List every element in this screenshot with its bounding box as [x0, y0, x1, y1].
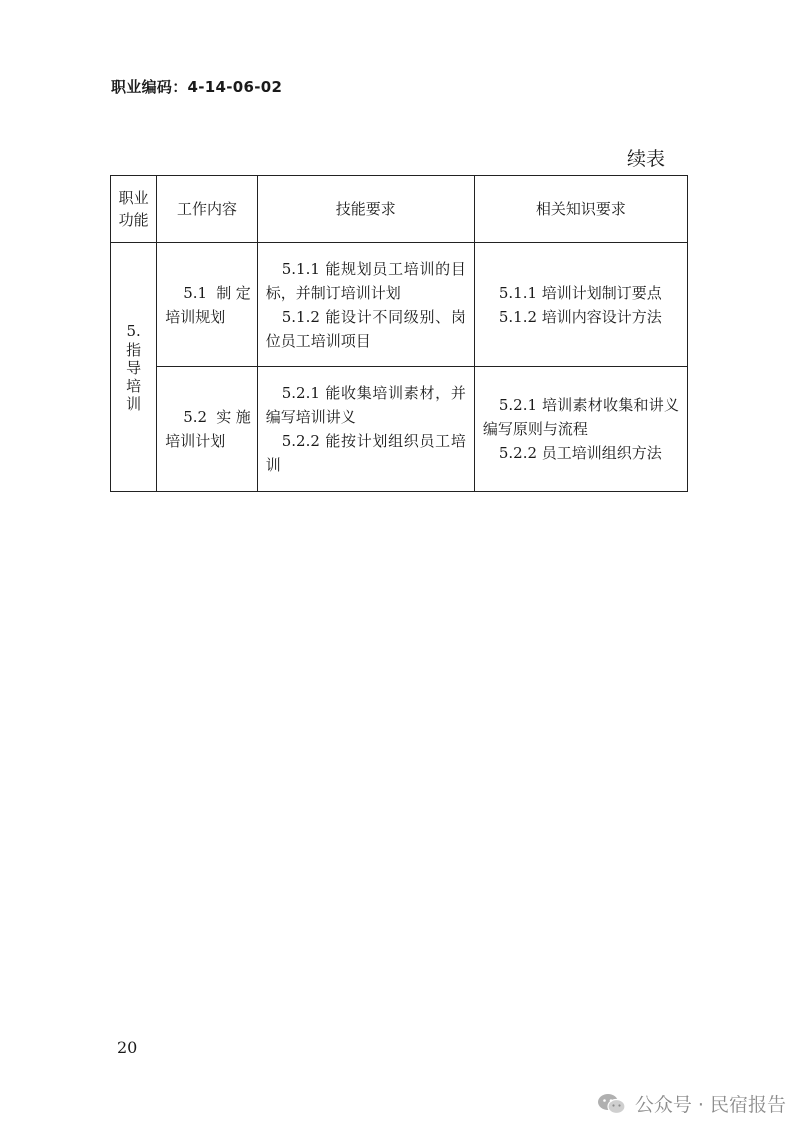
knowledge-cell [474, 243, 687, 367]
skill-cell [257, 243, 474, 367]
header-work: 工作内容 [157, 176, 258, 243]
work-content: 5.2 实施培训计划 [165, 408, 251, 450]
table-row [111, 243, 688, 367]
header-function [111, 176, 157, 243]
occupation-code: 职业编码：4-14-06-02 [111, 78, 283, 96]
table-row [111, 367, 688, 492]
skill-item: 5.1.1 能规划员工培训的目标，并制订培训计划 [265, 259, 466, 302]
knowledge-item: 5.1.2 培训内容设计方法 [498, 307, 662, 326]
function-name: 指导培训 [126, 341, 142, 413]
skill-item: 5.2.2 能按计划组织员工培训 [265, 432, 466, 474]
continued-label: 续表 [627, 148, 666, 170]
header-function-label: 职业功能 [118, 189, 149, 229]
skill-item: 5.2.1 能收集培训素材，并编写培训讲义 [265, 384, 466, 426]
work-content-cell [157, 243, 258, 367]
knowledge-cell [474, 367, 687, 492]
watermark [597, 1090, 786, 1117]
table-header-row [111, 176, 688, 243]
standards-table [110, 175, 688, 492]
work-content: 5.1 制定培训规划 [165, 283, 251, 326]
function-cell [111, 243, 157, 492]
watermark-text: 公众号 · 民宿报告 [634, 1094, 786, 1116]
skill-item: 5.1.2 能设计不同级别、岗位员工培训项目 [265, 307, 466, 350]
knowledge-item: 5.2.2 员工培训组织方法 [498, 444, 662, 462]
header-knowledge: 相关知识要求 [474, 176, 687, 243]
skill-cell [257, 367, 474, 492]
wechat-icon [597, 1092, 627, 1116]
page-number: 20 [117, 1038, 138, 1057]
function-number: 5. [126, 322, 141, 340]
header-skill: 技能要求 [257, 176, 474, 243]
knowledge-item: 5.2.1 培训素材收集和讲义编写原则与流程 [482, 396, 679, 438]
knowledge-item: 5.1.1 培训计划制订要点 [498, 283, 662, 302]
work-content-cell [157, 367, 258, 492]
